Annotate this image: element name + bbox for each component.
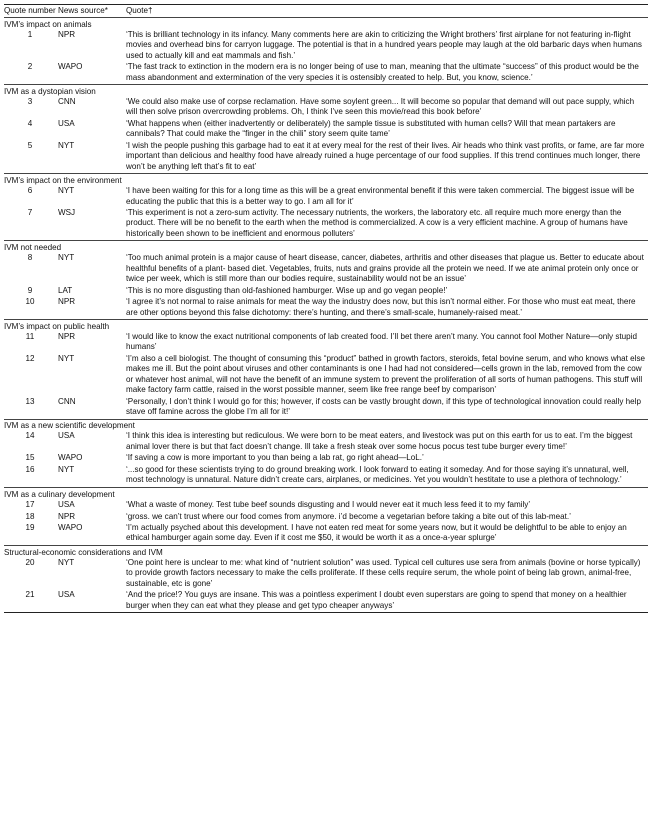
table-row (4, 186, 648, 208)
table-header (4, 5, 648, 18)
quote-number: 2 (27, 62, 33, 72)
table-row (4, 500, 648, 512)
section-title: IVM as a dystopian vision (4, 85, 648, 97)
section-title: Structural-economic considerations and IVM (4, 546, 648, 558)
table-row (4, 590, 648, 612)
section-title: IVM as a new scientific development (4, 419, 648, 431)
quote-text: ‘This is no more disgusting than old-fashioned hamburger. Wise up and go vegan people!’ (126, 285, 448, 295)
news-source: NPR (58, 332, 76, 342)
news-source: NYT (58, 141, 75, 151)
quote-text: ‘I wish the people pushing this garbage had to eat it at every meal for the rest of their lives. Air heads who think vast profits, or fame, are far more important than delicious and healthy food have already ruined a huge percentage of our food supplies. If this trend continues much longer, there won’t be anything left that’s fit to eat’ (126, 141, 645, 171)
quote-text: ‘Personally, I don’t think I would go for this; however, if costs can be vastly brought down, if this type of technological innovation could really help stave off famine across the globe I’m all for it!’ (126, 396, 641, 416)
quote-text: ‘I’m actually psyched about this development. I have not eaten red meat for some years now, but it would be delightful to be able to enjoy an ethical hamburger again some day. Even if it cost me $50, it would be worth it as a once-a-year splurge’ (126, 523, 627, 543)
quote-number: 20 (25, 557, 35, 567)
section-row (4, 320, 648, 332)
news-source: WAPO (58, 62, 83, 72)
section-row (4, 174, 648, 186)
section-row (4, 488, 648, 500)
table-body (4, 18, 648, 613)
quote-number: 7 (27, 208, 33, 218)
header-quote: Quote† (126, 6, 153, 15)
quote-number: 9 (27, 285, 33, 295)
table-row (4, 253, 648, 285)
section-row (4, 419, 648, 431)
quotes-table (4, 4, 648, 613)
quote-number: 10 (25, 297, 35, 307)
quote-number: 12 (25, 354, 35, 363)
quote-number: 5 (27, 141, 33, 151)
quote-text: ‘I would like to know the exact nutritional components of lab created food. I’ll bet there aren’t many. You cannot fool Mother Nature—only stupid humans’ (126, 332, 637, 352)
quote-number: 4 (27, 119, 33, 129)
table-row (4, 119, 648, 141)
news-source: CNN (58, 396, 76, 406)
section-title: IVM as a culinary development (4, 488, 648, 500)
section-title: IVM’s impact on animals (4, 18, 648, 30)
table-row (4, 297, 648, 319)
quote-text: ‘What a waste of money. Test tube beef sounds disgusting and I would never eat it much less feed it to my family’ (126, 499, 531, 509)
quote-text: ‘I’m also a cell biologist. The thought of consuming this “product” bathed in growth factors, steroids, fetal bovine serum, and who knows what else makes me ill. But the point about viruses and other contaminants is one I had had not considered—cells grown in the lab, removed from the cow or whatever host animal, will not have the benefit of an immune system to prevent the proliferation of all sorts of human pathogens. This stuff will make factory farm cattle, raised in the worst possible manner, seem like free range beef by comparison’ (126, 354, 646, 394)
table-row (4, 453, 648, 465)
quote-text: ‘I agree it’s not normal to raise animals for meat the way the industry does now, but this isn’t normal either. For those who must eat meat, there are other options beyond this false dichotomy: there’s hunting, and there’s small-scale, humanely-raised meat.’ (126, 297, 636, 317)
table-row (4, 431, 648, 453)
section-row (4, 85, 648, 97)
table-row (4, 558, 648, 590)
section-title: IVM’s impact on the environment (4, 174, 648, 186)
quote-text: ‘What happens when (either inadvertently or deliberately) the sample tissue is substituted with human cells? Will that mean partakers are cannibals? That could make the “finger in the chili” story seem quite tame’ (126, 119, 616, 139)
news-source: NYT (58, 253, 75, 263)
header-quote-number: Quote number (4, 6, 56, 15)
section-row (4, 241, 648, 253)
quote-text: ‘We could also make use of corpse reclamation. Have some soylent green... It will become so popular that demand will out pace supply, which will then solve prison overcrowding problems. Oh, I think I’ve seen this movie/read this book before’ (126, 97, 635, 117)
news-source: NPR (58, 30, 76, 40)
table-row (4, 97, 648, 119)
news-source: NYT (58, 354, 75, 363)
news-source: USA (58, 431, 75, 441)
quote-text: ‘If saving a cow is more important to you than being a lab rat, go right ahead—LoL.’ (126, 453, 424, 463)
news-source: NYT (58, 557, 75, 567)
table-row (4, 397, 648, 419)
header-row (4, 5, 648, 18)
news-source: USA (58, 590, 126, 612)
news-source: WSJ (58, 208, 76, 218)
quote-number: 11 (25, 332, 35, 342)
quote-number: 3 (27, 97, 33, 107)
table-row (4, 512, 648, 524)
news-source: NYT (58, 465, 75, 475)
news-source: USA (58, 119, 75, 129)
table-row (4, 141, 648, 174)
quote-text: ‘...so good for these scientists trying to do ground breaking work. I look forward to eating it someday. And for those saying it’s unnatural, well, most technology is unnatural. Nature didn’t create cars, airplanes, or medicines. Yet you wouldn’t hestitate to use a plethora of technology.’ (126, 465, 629, 485)
news-source: NPR (58, 511, 76, 521)
section-row (4, 18, 648, 30)
quote-number: 8 (27, 253, 33, 263)
table-row (4, 523, 648, 545)
quote-number: 21 (4, 590, 58, 612)
quote-number: 16 (25, 465, 35, 475)
table-row (4, 208, 648, 241)
section-title: IVM’s impact on public health (4, 320, 648, 332)
quote-text: ‘This is brilliant technology in its infancy. Many comments here are akin to criticizing the Wright brothers’ first airplane for not featuring in-flight movies and overhead bins for carryon luggage. The potential is that in a hundred years people may laugh at the old barbaric days when humans used to actually kill and eat mammals and fish.’ (126, 30, 642, 60)
quote-text: ‘I have been waiting for this for a long time as this will be a great environmental benefit if this were taken commercial. The biggest issue will be educating the public that this is a better way to go. I am all for it’ (126, 186, 635, 206)
section-title: IVM not needed (4, 241, 648, 253)
quote-text: ‘One point here is unclear to me: what kind of “nutrient solution” was used. Typical cell cultures use sera from animals (bovine or horse typically) to provide growth factors necessary to make the cells proliferate. If these cells require serum, the whole point of being lab grown, animal-free, sustainable, etc is gone’ (126, 557, 641, 588)
news-source: WAPO (58, 453, 83, 463)
quote-number: 18 (25, 511, 35, 521)
quote-number: 14 (25, 431, 35, 441)
quote-number: 1 (27, 30, 33, 40)
table-row (4, 62, 648, 84)
quote-number: 15 (25, 453, 35, 463)
quote-number: 6 (27, 186, 33, 196)
news-source: NYT (58, 186, 75, 196)
quote-number: 13 (25, 396, 35, 406)
section-row (4, 546, 648, 558)
table-row (4, 286, 648, 298)
quote-number: 17 (25, 499, 35, 509)
table-row (4, 465, 648, 487)
news-source: USA (58, 499, 75, 509)
table-row (4, 30, 648, 62)
quote-text: ‘Too much animal protein is a major cause of heart disease, cancer, diabetes, arthritis and other diseases that plague us. Better to educate about healthful benefits of a plant- based diet. Vegetables, fruits, nuts and grains provide all the protein we need. If we ate animal protein only once or twice per week, which is still more than our bodies require, sustainability would not be an issue’ (126, 253, 644, 283)
news-source: LAT (58, 285, 73, 295)
quote-text: ‘And the price!? You guys are insane. This was a pointless experiment I doubt even superstars are going to spend that money on a healthier burger when they can eat what they please and get typo cheaper anyways’ (126, 590, 648, 612)
table-row (4, 332, 648, 354)
news-source: NPR (58, 297, 76, 307)
quote-text: ‘The fast track to extinction in the modern era is no longer being of use to man, meaning that the ultimate “success” of this product would be the mass abandonment and extermination of the very species it is ostensibly created to help. But, you know, science.’ (126, 62, 639, 82)
quote-text: ‘I think this idea is interesting but rediculous. We were born to be meat eaters, and livestock was put on this earth for us to eat. I’m the biggest animal lover there is but that fact doesn’t change. Ill take a fresh steak over some hocus pocus test tube burger every time!’ (126, 431, 633, 451)
news-source: WAPO (58, 523, 83, 533)
quote-text: ‘gross. we can’t trust where our food comes from anymore. i’d become a vegetarian before taking a bite out of this lab-meat.’ (126, 511, 571, 521)
table-row (4, 354, 648, 397)
header-news-source: News source* (58, 6, 108, 15)
news-source: CNN (58, 97, 76, 107)
quote-text: ‘This experiment is not a zero-sum activity. The necessary nutrients, the workers, the laboratory etc. all require much more energy than the product. There will be no benefit to the earth when the method is commercialized. A cow is a very efficient machine. A group of humans have historically been shown to be inefficient and enormous polluters’ (126, 208, 628, 238)
quote-number: 19 (25, 523, 35, 533)
